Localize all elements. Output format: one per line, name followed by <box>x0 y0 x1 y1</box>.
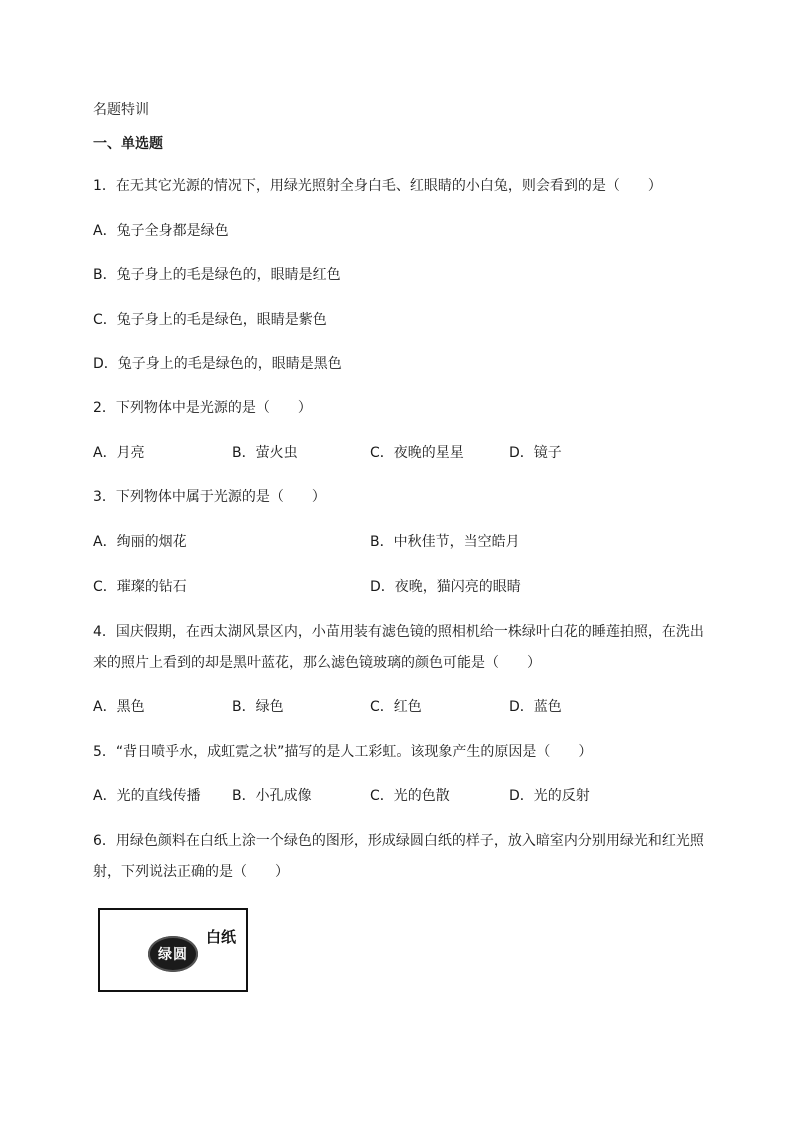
question-3-option-b: B．中秋佳节，当空皓月 <box>370 534 520 550</box>
question-4-option-a: A．黑色 <box>93 699 145 715</box>
question-2-option-b: B．萤火虫 <box>232 445 298 461</box>
question-2-options <box>93 443 733 463</box>
question-2-option-c: C．夜晚的星星 <box>370 445 464 461</box>
question-4-stem-line-2: 来的照片上看到的却是黑叶蓝花，那么滤色镜玻璃的颜色可能是（ ） <box>93 655 541 671</box>
green-circle-shape <box>148 936 198 972</box>
question-2-option-d: D．镜子 <box>509 445 562 461</box>
question-1-stem: 1．在无其它光源的情况下，用绿光照射全身白毛、红眼睛的小白兔，则会看到的是（ ） <box>93 178 662 194</box>
question-3-options-row-2 <box>93 577 733 597</box>
question-3-stem: 3．下列物体中属于光源的是（ ） <box>93 489 326 505</box>
question-4-option-c: C．红色 <box>370 699 422 715</box>
question-5-option-d: D．光的反射 <box>509 788 590 804</box>
question-5-options <box>93 786 733 806</box>
question-5-option-a: A．光的直线传播 <box>93 788 201 804</box>
white-paper-label: 白纸 <box>205 928 236 946</box>
question-1-option-c: C．兔子身上的毛是绿色，眼睛是紫色 <box>93 312 327 328</box>
section-heading: 一、单选题 <box>93 136 163 152</box>
page-title: 名题特训 <box>93 102 149 118</box>
question-1-option-b: B．兔子身上的毛是绿色的，眼睛是红色 <box>93 267 341 283</box>
question-6-stem-line-2: 射，下列说法正确的是（ ） <box>93 864 289 880</box>
question-5-stem: 5．“背日喷乎水，成虹霓之状”描写的是人工彩虹。该现象产生的原因是（ ） <box>93 744 593 760</box>
question-3-options-row-1 <box>93 532 733 552</box>
question-2-option-a: A．月亮 <box>93 445 145 461</box>
question-2-stem: 2．下列物体中是光源的是（ ） <box>93 400 312 416</box>
question-4-stem-line-1: 4．国庆假期，在西太湖风景区内，小苗用装有滤色镜的照相机给一株绿叶白花的睡莲拍照，在洗出 <box>93 624 704 640</box>
white-paper-figure <box>98 908 248 992</box>
question-6-stem-line-1: 6．用绿色颜料在白纸上涂一个绿色的图形，形成绿圆白纸的样子，放入暗室内分别用绿光和红光照 <box>93 833 704 849</box>
question-3-option-d: D．夜晚，猫闪亮的眼睛 <box>370 579 521 595</box>
question-3-option-c: C．璀璨的钻石 <box>93 579 187 595</box>
question-1-option-d: D．兔子身上的毛是绿色的，眼睛是黑色 <box>93 356 342 372</box>
green-circle-label: 绿圆 <box>158 947 188 963</box>
question-1-option-a: A．兔子全身都是绿色 <box>93 223 229 239</box>
question-4-option-b: B．绿色 <box>232 699 284 715</box>
question-5-option-c: C．光的色散 <box>370 788 450 804</box>
question-3-option-a: A．绚丽的烟花 <box>93 534 187 550</box>
question-4-options <box>93 697 733 717</box>
question-4-option-d: D．蓝色 <box>509 699 562 715</box>
question-5-option-b: B．小孔成像 <box>232 788 312 804</box>
